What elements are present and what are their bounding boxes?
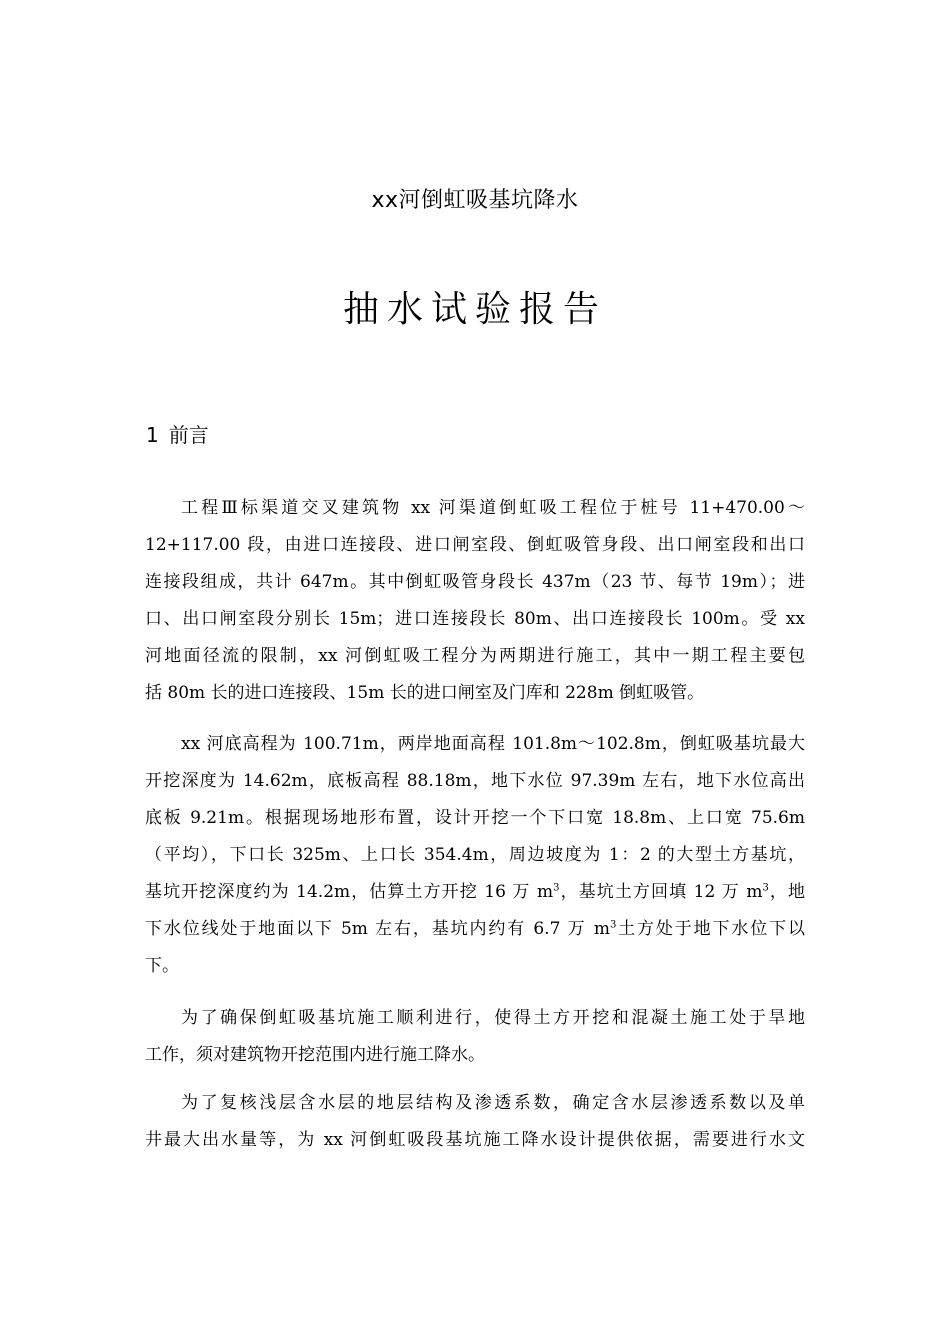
text-line: 为了确保倒虹吸基坑施工顺利进行，使得土方开挖和混凝土施工处于旱地: [181, 1008, 805, 1028]
superscript: 3: [762, 882, 769, 894]
text-line: 工程Ⅲ标渠道交叉建筑物 xx 河渠道倒虹吸工程位于桩号 11+470.00～: [181, 498, 805, 518]
paragraph-dewatering-purpose: [145, 1000, 805, 1074]
section-number: 1: [146, 423, 159, 447]
superscript: 3: [553, 882, 560, 894]
document-subtitle: xx河倒虹吸基坑降水: [371, 188, 579, 213]
text-line: [145, 911, 805, 948]
text-line: xx 河底高程为 100.71m，两岸地面高程 101.8m～102.8m，倒虹吸基坑最大: [181, 734, 805, 754]
text-line: 底板 9.21m。根据现场地形布置，设计开挖一个下口宽 18.8m、上口宽 75.6m: [145, 808, 805, 828]
text-line: 工作，须对建筑物开挖范围内进行施工降水。: [145, 1045, 485, 1065]
text-segment: ，基坑土方回填 12 万 m: [559, 882, 763, 902]
text-line: 井最大出水量等，为 xx 河倒虹吸段基坑施工降水设计提供依据，需要进行水文: [145, 1130, 805, 1150]
section-title: 前言: [168, 423, 209, 447]
text-line: 口、出口闸室段分别长 15m；进口连接段长 80m、出口连接段长 100m。受 xx: [145, 609, 805, 629]
paragraph-foundation-pit: [145, 726, 805, 985]
text-line: [145, 874, 805, 911]
text-line: 连接段组成，共计 647m。其中倒虹吸管身段长 437m（23 节、每节 19m）；进: [145, 572, 805, 592]
text-segment: ，地: [768, 882, 806, 902]
text-line: 为了复核浅层含水层的地层结构及渗透系数，确定含水层渗透系数以及单: [181, 1093, 805, 1113]
text-segment: 土方处于地下水位下以: [616, 919, 805, 939]
text-line: 下。: [145, 956, 179, 976]
text-segment: 下水位线处于地面以下 5m 左右，基坑内约有 6.7 万 m: [145, 919, 610, 939]
text-line: 12+117.00 段，由进口连接段、进口闸室段、倒虹吸管身段、出口闸室段和出口: [145, 535, 805, 555]
paragraph-test-objective: [145, 1085, 805, 1159]
paragraph-project-overview: [145, 490, 805, 712]
document-title: 抽水试验报告: [342, 289, 607, 330]
text-segment: 基坑开挖深度约为 14.2m，估算土方开挖 16 万 m: [145, 882, 554, 902]
text-line: 河地面径流的限制，xx 河倒虹吸工程分为两期进行施工，其中一期工程主要包: [145, 646, 805, 666]
section-heading: [146, 420, 209, 450]
text-line: （平均），下口长 325m、上口长 354.4m，周边坡度为 1：2 的大型土方基坑，: [145, 845, 805, 865]
text-line: 开挖深度为 14.62m，底板高程 88.18m，地下水位 97.39m 左右，地下水位高出: [145, 771, 805, 791]
text-line: 括 80m 长的进口连接段、15m 长的进口闸室及门库和 228m 倒虹吸管。: [145, 683, 705, 703]
superscript: 3: [609, 919, 617, 931]
